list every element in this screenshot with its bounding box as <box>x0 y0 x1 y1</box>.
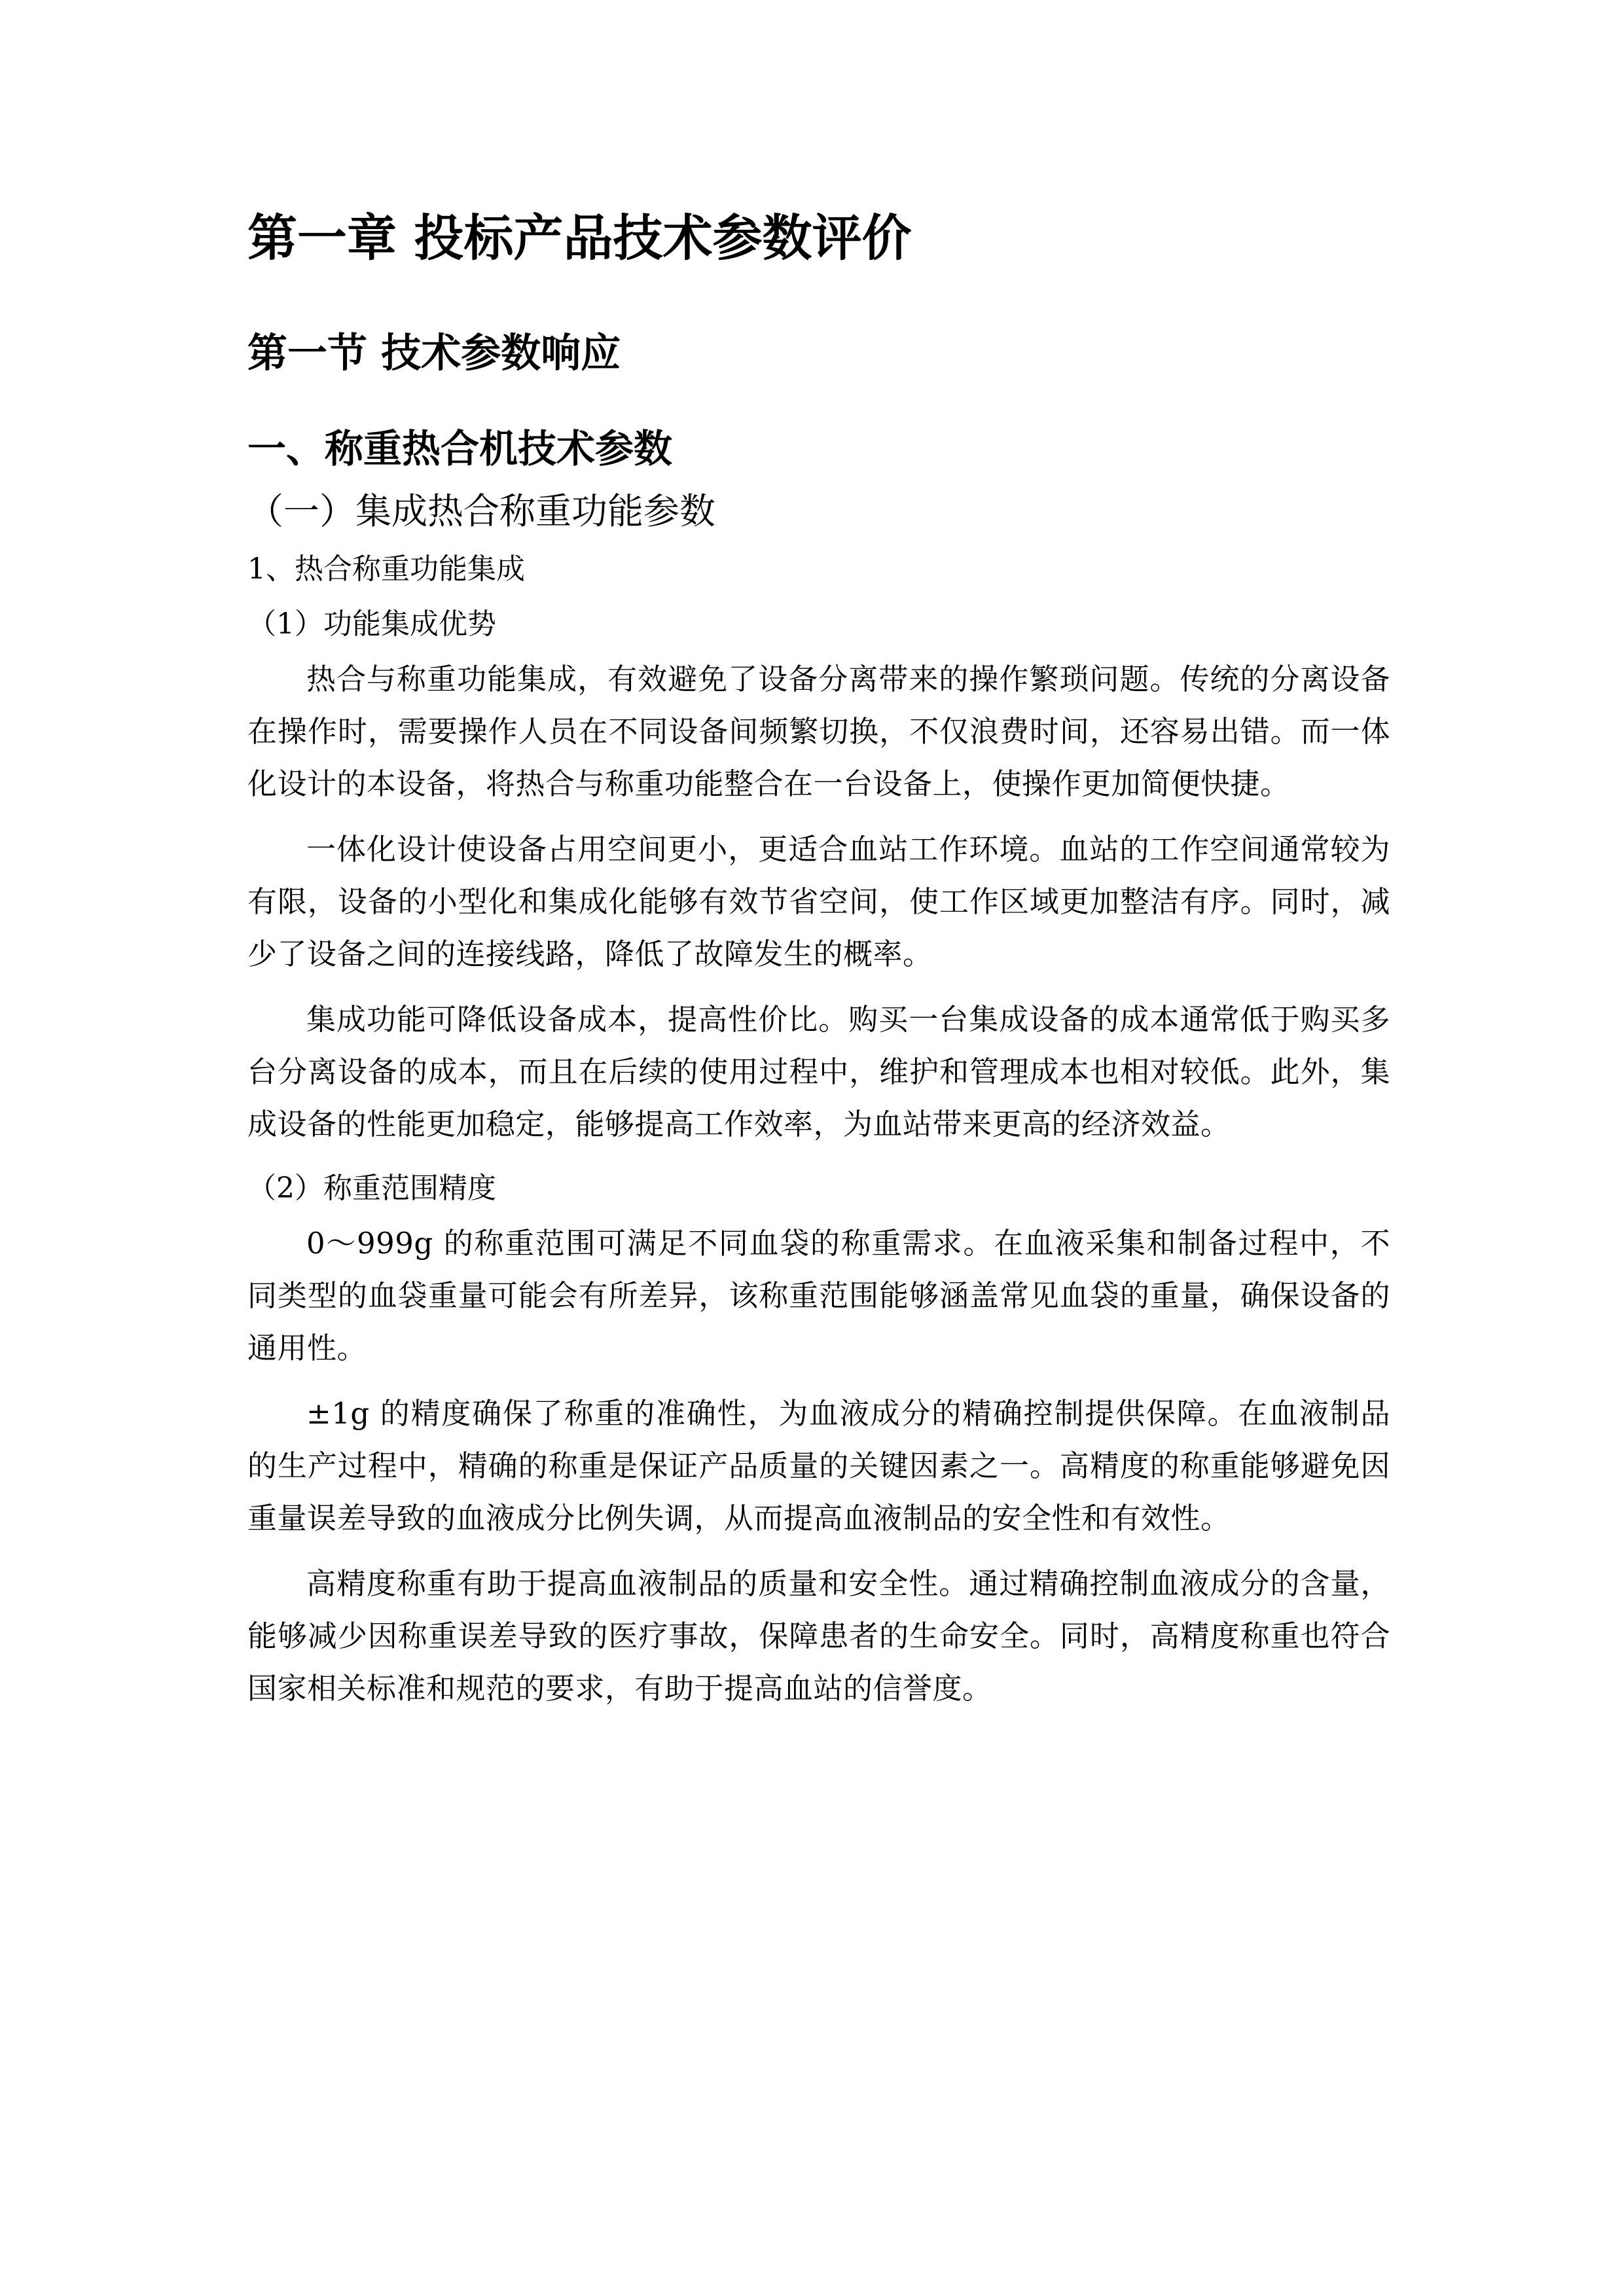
paragraph: ±1g 的精度确保了称重的准确性，为血液成分的精确控制提供保障。在血液制品的生产过程中，精确的称重是保证产品质量的关键因素之一。高精度的称重能够避免因重量误差导致的血液成分比例失调，从而提高血液制品的安全性和有效性。 <box>247 1396 1390 1535</box>
paragraph: 0～999g 的称重范围可满足不同血袋的称重需求。在血液采集和制备过程中，不同类型的血袋重量可能会有所差异，该称重范围能够涵盖常见血袋的重量，确保设备的通用性。 <box>247 1226 1390 1365</box>
chapter-title: 第一章 投标产品技术参数评价 <box>247 209 912 267</box>
section-title: 第一节 技术参数响应 <box>247 330 621 376</box>
paragraph: 高精度称重有助于提高血液制品的质量和安全性。通过精确控制血液成分的含量，能够减少因称重误差导致的医疗事故，保障患者的生命安全。同时，高精度称重也符合国家相关标准和规范的要求，有助于提高血站的信誉度。 <box>247 1566 1390 1706</box>
paragraph: 热合与称重功能集成，有效避免了设备分离带来的操作繁琐问题。传统的分离设备在操作时，需要操作人员在不同设备间频繁切换，不仅浪费时间，还容易出错。而一体化设计的本设备，将热合与称重功能整合在一台设备上，使操作更加简便快捷。 <box>247 662 1390 801</box>
paragraph: 一体化设计使设备占用空间更小，更适合血站工作环境。血站的工作空间通常较为有限，设备的小型化和集成化能够有效节省空间，使工作区域更加整洁有序。同时，减少了设备之间的连接线路，降低了故障发生的概率。 <box>247 832 1390 971</box>
subsection-title-1: （1）功能集成优势 <box>247 607 496 641</box>
subsection-title-2: （2）称重范围精度 <box>247 1172 496 1205</box>
document-body <box>247 208 1390 1728</box>
item-title: 1、热合称重功能集成 <box>247 552 525 586</box>
part-title: 一、称重热合机技术参数 <box>247 426 673 471</box>
paragraph: 集成功能可降低设备成本，提高性价比。购买一台集成设备的成本通常低于购买多台分离设备的成本，而且在后续的使用过程中，维护和管理成本也相对较低。此外，集成设备的性能更加稳定，能够提高工作效率，为血站带来更高的经济效益。 <box>247 1002 1390 1141</box>
subpart-title: （一）集成热合称重功能参数 <box>247 490 716 532</box>
